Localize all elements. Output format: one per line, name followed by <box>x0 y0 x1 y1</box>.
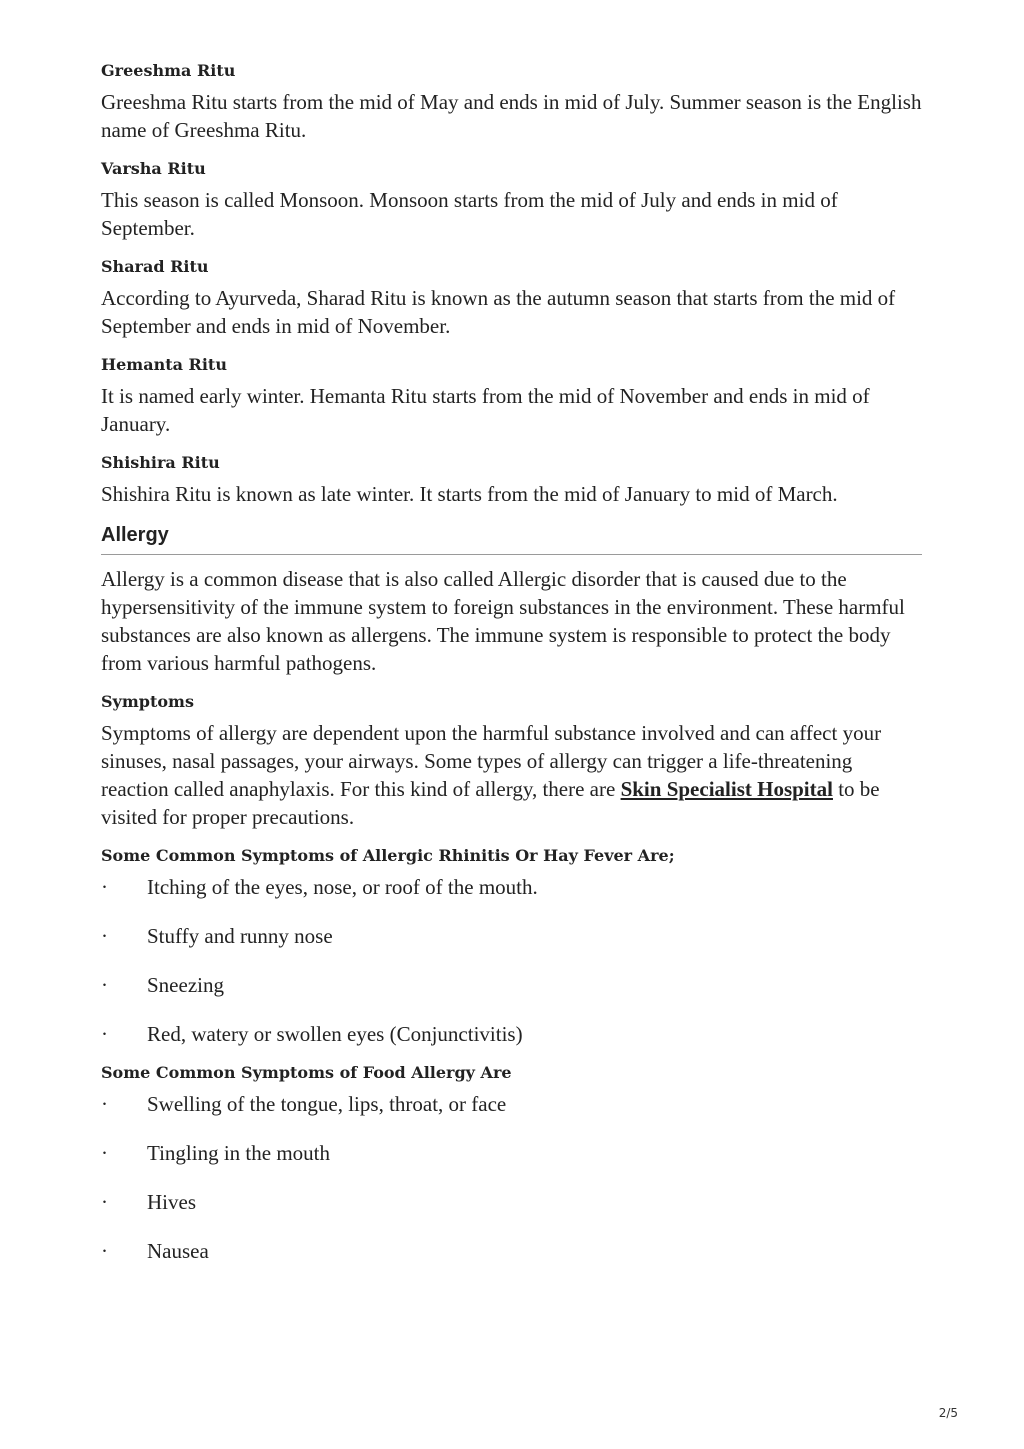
symptoms-heading: Symptoms <box>101 692 194 711</box>
bullet-icon: · <box>101 1022 108 1046</box>
list-item <box>101 873 922 901</box>
season-heading: Varsha Ritu <box>101 159 206 178</box>
symptoms-text <box>101 719 922 831</box>
bullet-icon: · <box>101 973 108 997</box>
season-text: According to Ayurveda, Sharad Ritu is known as the autumn season that starts from the mid of September and ends in mid of November. <box>101 286 896 338</box>
season-heading: Sharad Ritu <box>101 257 209 276</box>
season-section-shishira <box>101 452 922 508</box>
list-item <box>101 1188 922 1216</box>
list-item <box>101 1090 922 1118</box>
bullet-icon: · <box>101 875 108 899</box>
season-heading: Hemanta Ritu <box>101 355 227 374</box>
list-item-text: Itching of the eyes, nose, or roof of the mouth. <box>147 875 538 899</box>
list-item <box>101 1139 922 1167</box>
symptoms-text-before: Symptoms of allergy are dependent upon the harmful substance involved and can affect your sinuses, nasal passages, your airways. Some types of allergy can trigger a life-threatening reaction called anaphylaxis. For this kind of allergy, there are <box>101 721 882 801</box>
food-allergy-heading: Some Common Symptoms of Food Allergy Are <box>101 1063 512 1082</box>
bullet-icon: · <box>101 924 108 948</box>
bullet-icon: · <box>101 1092 108 1116</box>
season-heading: Shishira Ritu <box>101 453 220 472</box>
season-text: Shishira Ritu is known as late winter. It starts from the mid of January to mid of March. <box>101 482 838 506</box>
bullet-icon: · <box>101 1190 108 1214</box>
season-heading: Greeshma Ritu <box>101 61 236 80</box>
page-number: 2/5 <box>938 1406 958 1420</box>
list-item-text: Swelling of the tongue, lips, throat, or face <box>147 1092 507 1116</box>
list-item-text: Sneezing <box>147 973 224 997</box>
list-item-text: Nausea <box>147 1239 209 1263</box>
bullet-icon: · <box>101 1239 108 1263</box>
season-text: Greeshma Ritu starts from the mid of May and ends in mid of July. Summer season is the English name of Greeshma Ritu. <box>101 90 922 142</box>
season-section-sharad <box>101 256 922 340</box>
allergy-intro: Allergy is a common disease that is also called Allergic disorder that is caused due to the hypersensitivity of the immune system to foreign substances in the environment. These harmful substances are also known as allergens. The immune system is responsible to protect the body from various harmful pathogens. <box>101 567 905 675</box>
season-text: It is named early winter. Hemanta Ritu starts from the mid of November and ends in mid of January. <box>101 384 870 436</box>
rhinitis-symptom-list <box>101 873 922 1048</box>
season-section-varsha <box>101 158 922 242</box>
list-item <box>101 1237 922 1265</box>
season-section-hemanta <box>101 354 922 438</box>
season-text: This season is called Monsoon. Monsoon starts from the mid of July and ends in mid of September. <box>101 188 838 240</box>
list-item <box>101 971 922 999</box>
list-item-text: Red, watery or swollen eyes (Conjunctivitis) <box>147 1022 523 1046</box>
list-item-text: Hives <box>147 1190 196 1214</box>
document-page <box>101 60 922 1279</box>
allergy-heading: Allergy <box>101 522 922 555</box>
food-allergy-symptom-list <box>101 1090 922 1265</box>
list-item-text: Stuffy and runny nose <box>147 924 333 948</box>
list-item <box>101 922 922 950</box>
skin-specialist-hospital-link[interactable]: Skin Specialist Hospital <box>620 777 833 801</box>
symptoms-text-after: to be visited for proper precautions. <box>101 777 880 829</box>
allergy-section <box>101 565 922 1265</box>
season-section-greeshma <box>101 60 922 144</box>
rhinitis-heading: Some Common Symptoms of Allergic Rhinitis Or Hay Fever Are; <box>101 846 675 865</box>
bullet-icon: · <box>101 1141 108 1165</box>
list-item-text: Tingling in the mouth <box>147 1141 331 1165</box>
list-item <box>101 1020 922 1048</box>
